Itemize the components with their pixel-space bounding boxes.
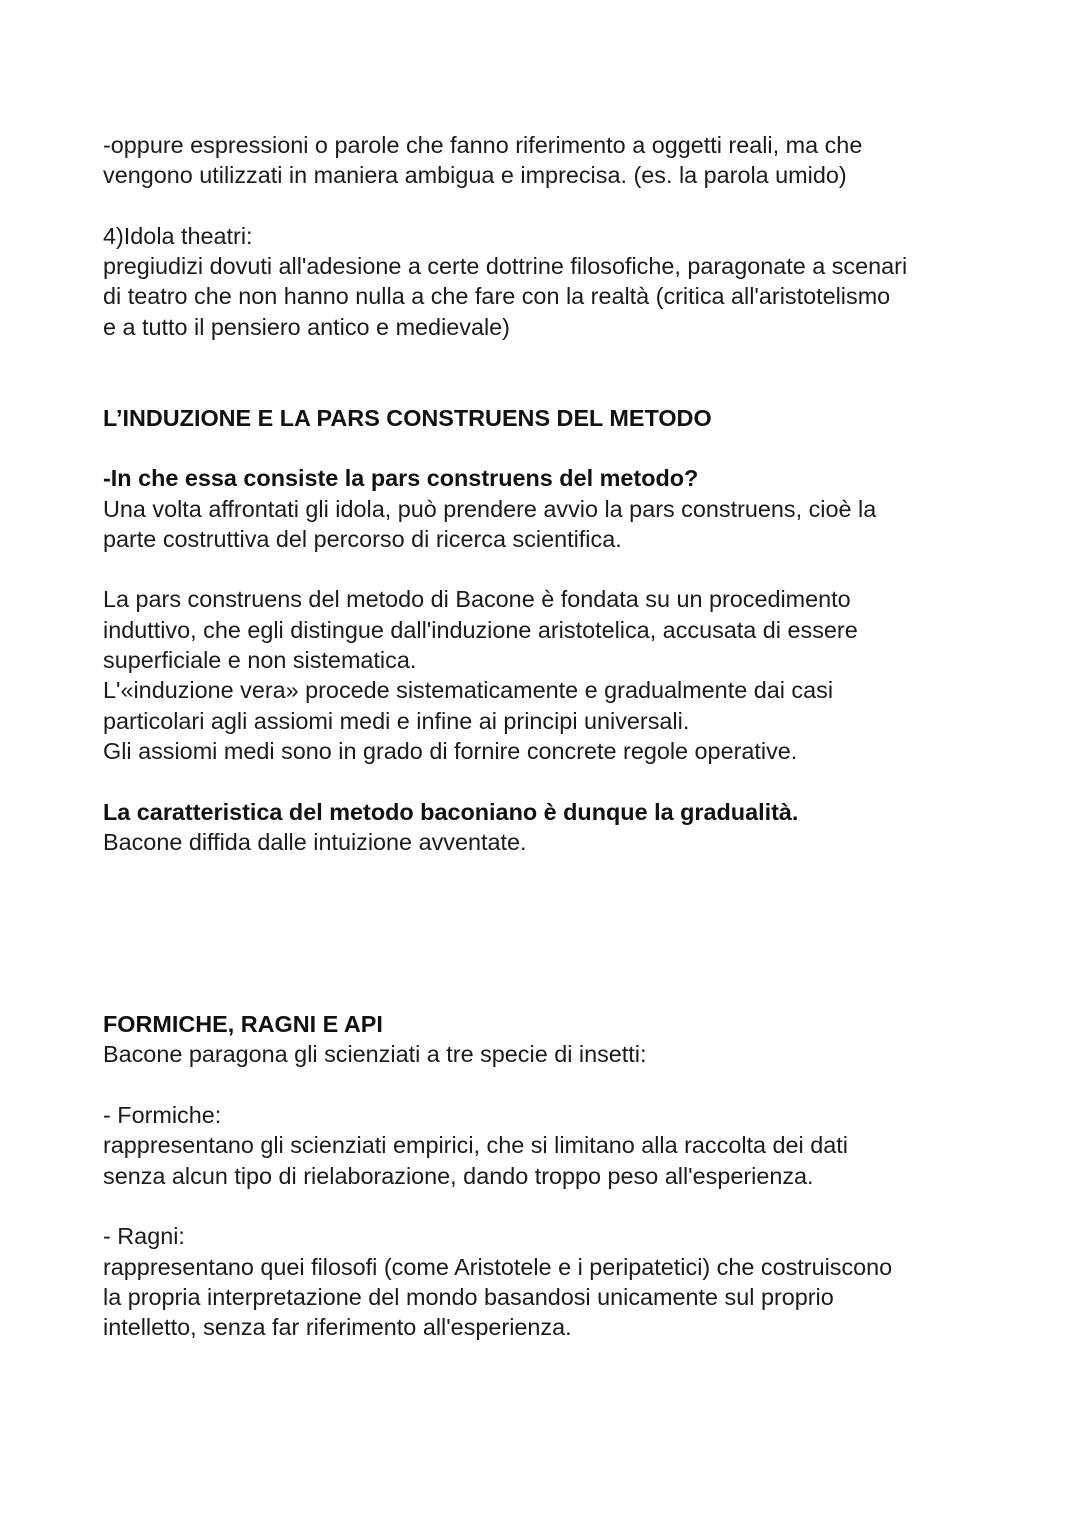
ants-title: - Formiche: xyxy=(103,1102,222,1129)
idola-theatri-section xyxy=(103,221,1003,342)
section-heading: L’INDUZIONE E LA PARS CONSTRUENS DEL METODO xyxy=(103,404,712,431)
text-line: la propria interpretazione del mondo basandosi unicamente sul proprio xyxy=(103,1283,834,1310)
text-line: Una volta affrontati gli idola, può prendere avvio la pars construens, cioè la xyxy=(103,495,877,522)
text-line: pregiudizi dovuti all'adesione a certe dottrine filosofiche, paragonate a scenari xyxy=(103,253,908,280)
spiders-title: - Ragni: xyxy=(103,1223,185,1250)
text-line: L'«induzione vera» procede sistematicamente e gradualmente dai casi xyxy=(103,677,834,704)
text-line: superficiale e non sistematica. xyxy=(103,647,417,674)
text-line: particolari agli assiomi medi e infine ai principi universali. xyxy=(103,707,690,734)
text-line: parte costruttiva del percorso di ricerca scientifica. xyxy=(103,525,622,552)
text-line: di teatro che non hanno nulla a che fare con la realtà (critica all'aristotelismo xyxy=(103,283,891,310)
document-page xyxy=(103,130,1003,1342)
induzione-section xyxy=(103,403,1003,857)
text-line: La pars construens del metodo di Bacone è fondata su un procedimento xyxy=(103,586,851,613)
text-line: vengono utilizzati in maniera ambigua e imprecisa. (es. la parola umido) xyxy=(103,162,847,189)
text-line: Gli assiomi medi sono in grado di fornire concrete regole operative. xyxy=(103,737,798,764)
idola-fori-tail xyxy=(103,130,1003,191)
bold-statement: La caratteristica del metodo baconiano è dunque la gradualità. xyxy=(103,798,799,825)
text-line: intelletto, senza far riferimento all'esperienza. xyxy=(103,1314,572,1341)
text-line: induttivo, che egli distingue dall'induzione aristotelica, accusata di essere xyxy=(103,616,858,643)
text-line: rappresentano gli scienziati empirici, che si limitano alla raccolta dei dati xyxy=(103,1132,848,1159)
text-line: Bacone diffida dalle intuizione avventate. xyxy=(103,828,527,855)
text-line: senza alcun tipo di rielaborazione, dando troppo peso all'esperienza. xyxy=(103,1162,814,1189)
idola-theatri-title: 4)Idola theatri: xyxy=(103,222,253,249)
section-heading: FORMICHE, RAGNI E API xyxy=(103,1011,383,1038)
text-line: rappresentano quei filosofi (come Aristotele e i peripatetici) che costruiscono xyxy=(103,1253,893,1280)
formiche-section xyxy=(103,1009,1003,1342)
question-line: -In che essa consiste la pars construens del metodo? xyxy=(103,465,699,492)
text-line: Bacone paragona gli scienziati a tre specie di insetti: xyxy=(103,1041,647,1068)
text-line: e a tutto il pensiero antico e medievale) xyxy=(103,313,510,340)
text-line: -oppure espressioni o parole che fanno riferimento a oggetti reali, ma che xyxy=(103,132,863,158)
